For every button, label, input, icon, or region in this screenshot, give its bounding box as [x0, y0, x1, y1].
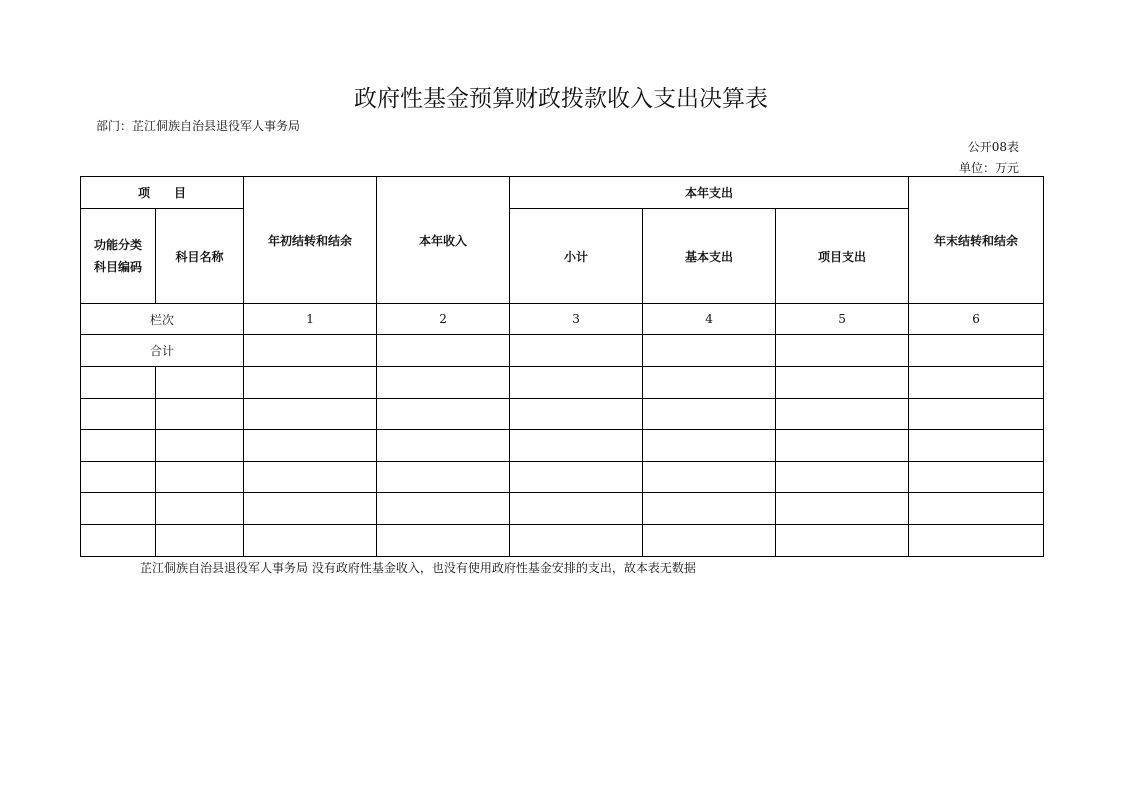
table-cell	[81, 493, 156, 525]
table-cell	[81, 399, 156, 430]
table-row	[81, 367, 1044, 399]
table-cell	[510, 462, 643, 493]
header-func-class	[81, 209, 156, 304]
table-cell	[81, 525, 156, 557]
header-end-balance: 年末结转和结余	[909, 177, 1044, 304]
header-begin-balance: 年初结转和结余	[244, 177, 377, 304]
table-cell	[156, 493, 244, 525]
header-row-1	[81, 177, 1044, 209]
table-cell	[643, 462, 776, 493]
footnote: 芷江侗族自治县退役军人事务局 没有政府性基金收入，也没有使用政府性基金安排的支出，故本表无数据	[140, 561, 696, 575]
table-cell	[377, 367, 510, 399]
header-func-class-line2: 科目编码	[93, 260, 142, 274]
total-row	[81, 335, 1044, 367]
table-row	[81, 525, 1044, 557]
header-subtotal: 小计	[510, 209, 643, 304]
table-cell	[909, 399, 1044, 430]
total-cell	[776, 335, 909, 367]
total-label: 合计	[81, 335, 244, 367]
table-cell	[377, 493, 510, 525]
column-number-6: 6	[909, 304, 1044, 335]
table-cell	[244, 493, 377, 525]
column-number-row	[81, 304, 1044, 335]
total-cell	[244, 335, 377, 367]
table-cell	[643, 430, 776, 462]
total-cell	[377, 335, 510, 367]
table-cell	[643, 493, 776, 525]
table-cell	[377, 462, 510, 493]
table-cell	[81, 430, 156, 462]
department-label: 部门：芷江侗族自治县退役军人事务局	[96, 119, 301, 133]
table-cell	[909, 430, 1044, 462]
table-cell	[643, 367, 776, 399]
table-row	[81, 462, 1044, 493]
table-row	[81, 399, 1044, 430]
unit-label: 单位：万元	[958, 161, 1019, 175]
table-cell	[510, 493, 643, 525]
table-cell	[510, 367, 643, 399]
column-number-2: 2	[377, 304, 510, 335]
table-cell	[156, 430, 244, 462]
table-cell	[776, 493, 909, 525]
column-number-3: 3	[510, 304, 643, 335]
table-cell	[510, 430, 643, 462]
total-cell	[909, 335, 1044, 367]
table-cell	[776, 525, 909, 557]
table-cell	[909, 493, 1044, 525]
header-func-class-line1: 功能分类	[93, 238, 142, 252]
table-cell	[244, 462, 377, 493]
table-cell	[81, 462, 156, 493]
header-current-expense: 本年支出	[510, 177, 909, 209]
table-cell	[377, 399, 510, 430]
table-cell	[909, 462, 1044, 493]
total-cell	[510, 335, 643, 367]
total-cell	[643, 335, 776, 367]
table-cell	[643, 399, 776, 430]
column-number-5: 5	[776, 304, 909, 335]
table-cell	[510, 399, 643, 430]
table-cell	[244, 399, 377, 430]
page-title: 政府性基金预算财政拨款收入支出决算表	[354, 86, 768, 112]
table-cell	[244, 525, 377, 557]
table-cell	[909, 525, 1044, 557]
table-cell	[776, 430, 909, 462]
table-cell	[776, 399, 909, 430]
table-cell	[643, 525, 776, 557]
column-number-1: 1	[244, 304, 377, 335]
table-cell	[776, 367, 909, 399]
header-item: 项 目	[81, 177, 244, 209]
header-current-income: 本年收入	[377, 177, 510, 304]
table-cell	[377, 430, 510, 462]
table-row	[81, 430, 1044, 462]
table-cell	[156, 367, 244, 399]
header-basic-expense: 基本支出	[643, 209, 776, 304]
table-cell	[81, 367, 156, 399]
table-cell	[156, 399, 244, 430]
table-cell	[377, 525, 510, 557]
table-cell	[510, 525, 643, 557]
header-row-2	[81, 209, 1044, 304]
budget-table	[80, 176, 1044, 557]
header-subject-name: 科目名称	[156, 209, 244, 304]
table-cell	[909, 367, 1044, 399]
column-number-4: 4	[643, 304, 776, 335]
table-row	[81, 493, 1044, 525]
table-cell	[776, 462, 909, 493]
table-code: 公开08表	[967, 140, 1019, 154]
table-cell	[156, 462, 244, 493]
table-cell	[244, 430, 377, 462]
column-number-label: 栏次	[81, 304, 244, 335]
table-cell	[156, 525, 244, 557]
header-project-expense: 项目支出	[776, 209, 909, 304]
table-cell	[244, 367, 377, 399]
